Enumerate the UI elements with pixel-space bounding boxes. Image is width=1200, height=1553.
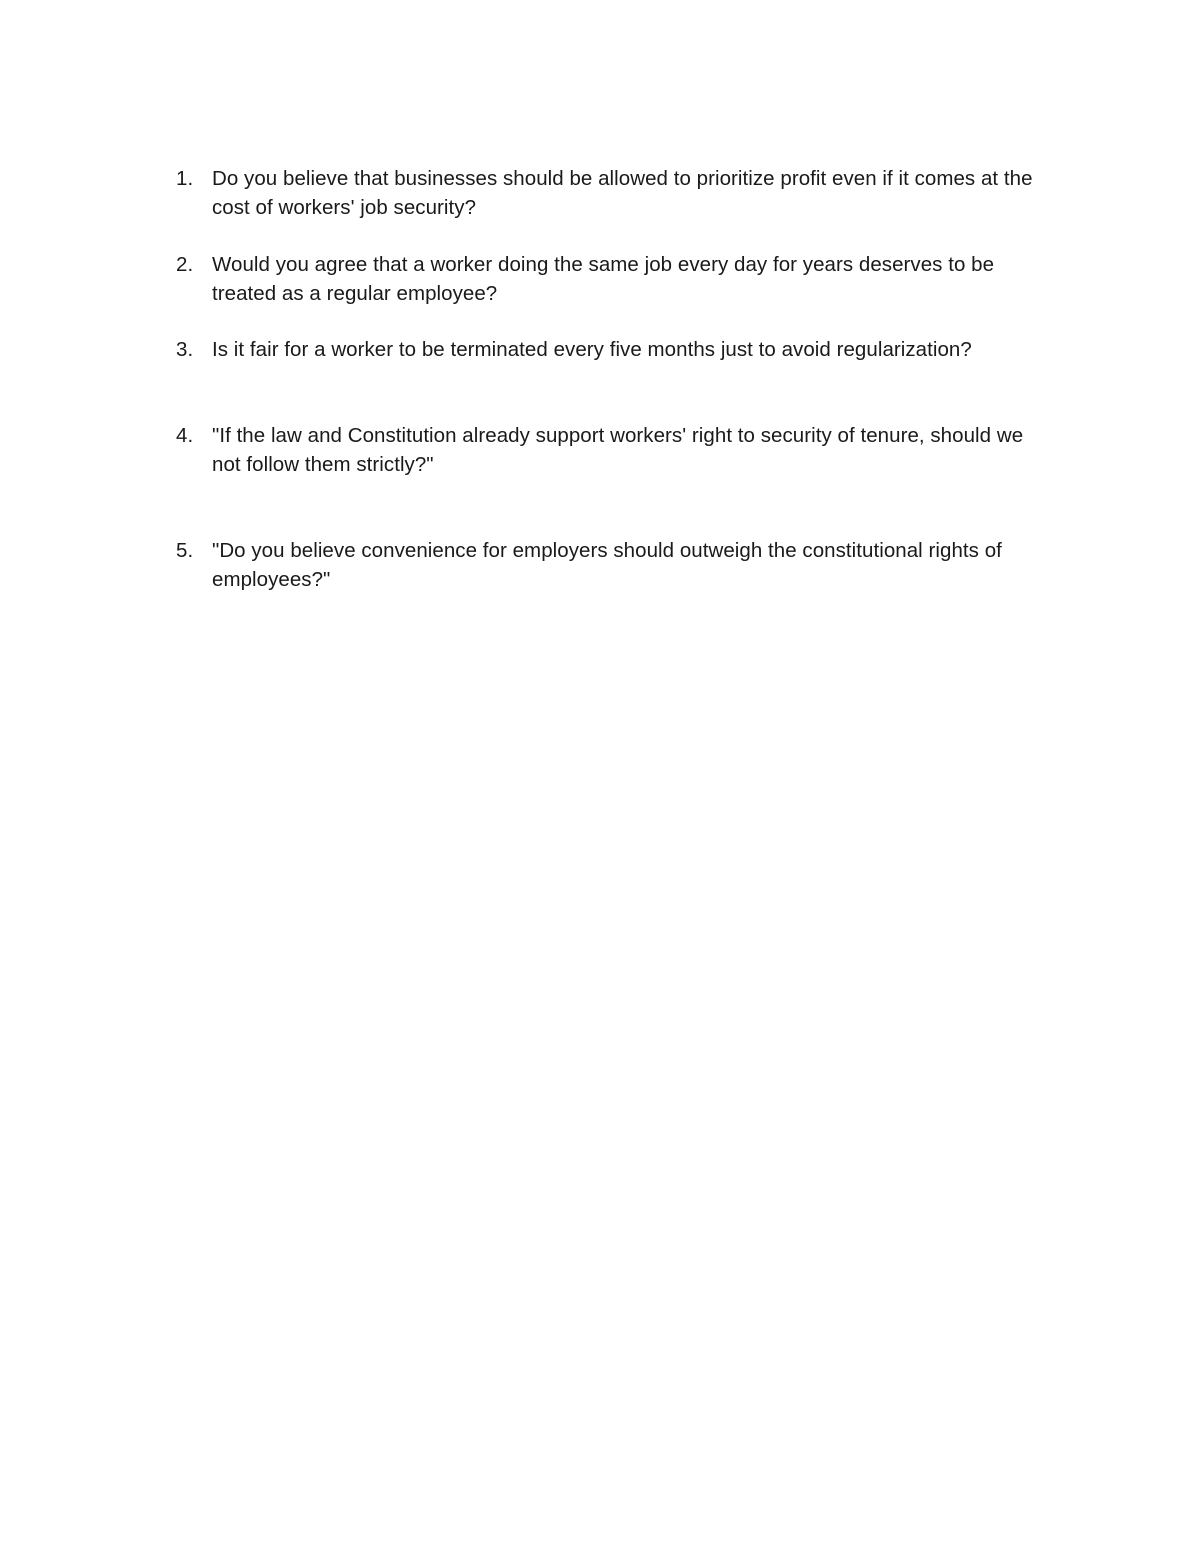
question-item-3 bbox=[172, 335, 1052, 364]
question-text: Would you agree that a worker doing the same job every day for years deserves to be treated as a regular employee? bbox=[212, 253, 995, 305]
question-text: Do you believe that businesses should be allowed to prioritize profit even if it comes at the cost of workers' job security? bbox=[212, 167, 1033, 219]
question-number: 1. bbox=[176, 167, 194, 190]
question-item-5 bbox=[172, 536, 1052, 594]
question-number: 4. bbox=[176, 424, 194, 447]
question-number: 3. bbox=[176, 338, 194, 361]
question-text: Is it fair for a worker to be terminated every five months just to avoid regularization? bbox=[212, 338, 972, 361]
question-text: "Do you believe convenience for employers should outweigh the constitutional rights of employees?" bbox=[212, 539, 1002, 591]
question-number: 5. bbox=[176, 539, 194, 562]
question-number: 2. bbox=[176, 253, 194, 276]
question-item-4 bbox=[172, 421, 1052, 479]
question-text: "If the law and Constitution already support workers' right to security of tenure, should we not follow them strictly?" bbox=[212, 424, 1024, 476]
question-item-1 bbox=[172, 164, 1052, 222]
question-list bbox=[172, 164, 1052, 594]
question-item-2 bbox=[172, 250, 1052, 308]
